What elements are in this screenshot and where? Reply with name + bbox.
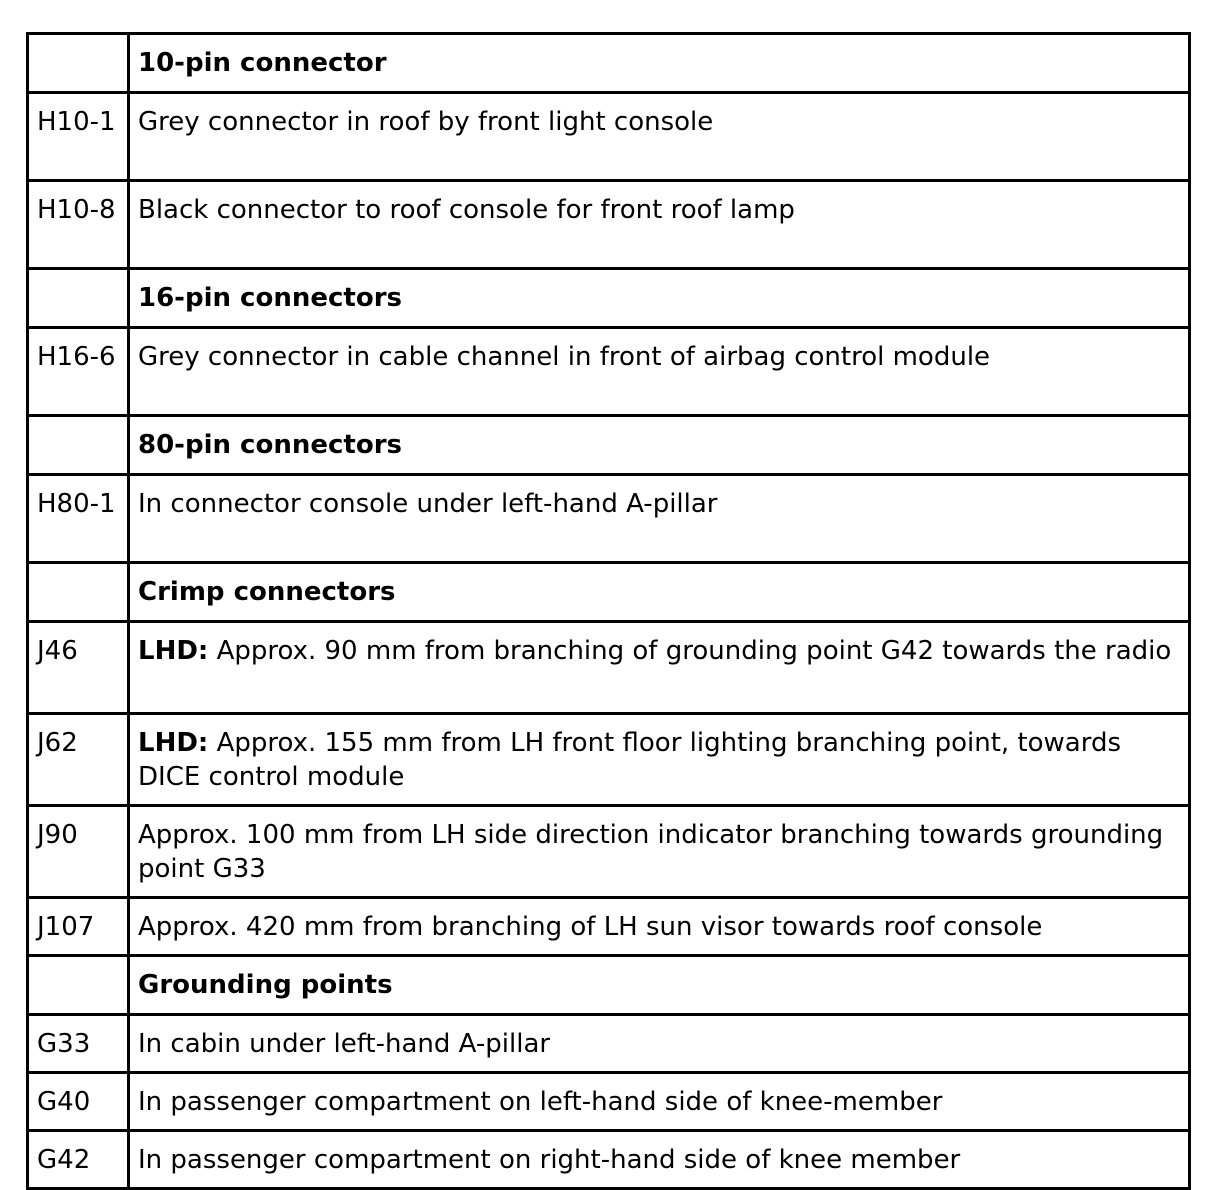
table-body [28, 34, 1190, 1189]
section-header-row [28, 563, 1190, 622]
connector-location [129, 181, 1190, 269]
table-row [28, 622, 1190, 714]
connector-location [129, 93, 1190, 181]
section-header-row [28, 956, 1190, 1015]
location-text: In connector console under left-hand A-pillar [138, 489, 718, 519]
connector-code: H80-1 [28, 475, 129, 563]
section-code-cell [28, 563, 129, 622]
section-header-row [28, 34, 1190, 93]
section-heading: Grounding points [129, 956, 1190, 1015]
section-code-cell [28, 269, 129, 328]
section-code-cell [28, 416, 129, 475]
table-row [28, 1015, 1190, 1073]
section-code-cell [28, 956, 129, 1015]
location-text: Grey connector in roof by front light console [138, 107, 714, 137]
table-row [28, 1131, 1190, 1189]
table-row [28, 181, 1190, 269]
location-text: Grey connector in cable channel in front of airbag control module [138, 342, 991, 372]
section-heading: 10-pin connector [129, 34, 1190, 93]
section-header-row [28, 416, 1190, 475]
location-text: In passenger compartment on right-hand side of knee member [138, 1145, 961, 1175]
connector-location [129, 1073, 1190, 1131]
connector-code: G40 [28, 1073, 129, 1131]
table-row [28, 806, 1190, 898]
connector-code: H10-1 [28, 93, 129, 181]
location-text: Approx. 90 mm from branching of grounding point G42 towards the radio [208, 636, 1172, 666]
section-heading: 16-pin connectors [129, 269, 1190, 328]
connector-location [129, 714, 1190, 806]
location-text: Approx. 100 mm from LH side direction indicator branching towards grounding point G33 [138, 820, 1164, 884]
connector-location [129, 898, 1190, 956]
connector-location [129, 1015, 1190, 1073]
table-row [28, 1073, 1190, 1131]
connector-location [129, 328, 1190, 416]
connector-code: H16-6 [28, 328, 129, 416]
connector-location [129, 475, 1190, 563]
section-code-cell [28, 34, 129, 93]
connector-code: G33 [28, 1015, 129, 1073]
table-row [28, 93, 1190, 181]
connector-code: J62 [28, 714, 129, 806]
section-header-row [28, 269, 1190, 328]
table-row [28, 714, 1190, 806]
location-text: Approx. 155 mm from LH front floor lighting branching point, towards DICE control module [138, 728, 1122, 792]
connector-code: H10-8 [28, 181, 129, 269]
connector-location [129, 622, 1190, 714]
connector-code: J107 [28, 898, 129, 956]
table-row [28, 328, 1190, 416]
location-text: In cabin under left-hand A-pillar [138, 1029, 551, 1059]
location-prefix: LHD: [138, 728, 209, 758]
location-text: Black connector to roof console for front roof lamp [138, 195, 795, 225]
location-text: Approx. 420 mm from branching of LH sun visor towards roof console [138, 912, 1043, 942]
connector-code: J46 [28, 622, 129, 714]
location-prefix: LHD: [138, 636, 209, 666]
section-heading: 80-pin connectors [129, 416, 1190, 475]
connector-code: G42 [28, 1131, 129, 1189]
location-text: In passenger compartment on left-hand side of knee-member [138, 1087, 943, 1117]
table-row [28, 898, 1190, 956]
connector-location-table [26, 32, 1191, 1190]
connector-code: J90 [28, 806, 129, 898]
table-row [28, 475, 1190, 563]
connector-location [129, 1131, 1190, 1189]
connector-location [129, 806, 1190, 898]
section-heading: Crimp connectors [129, 563, 1190, 622]
